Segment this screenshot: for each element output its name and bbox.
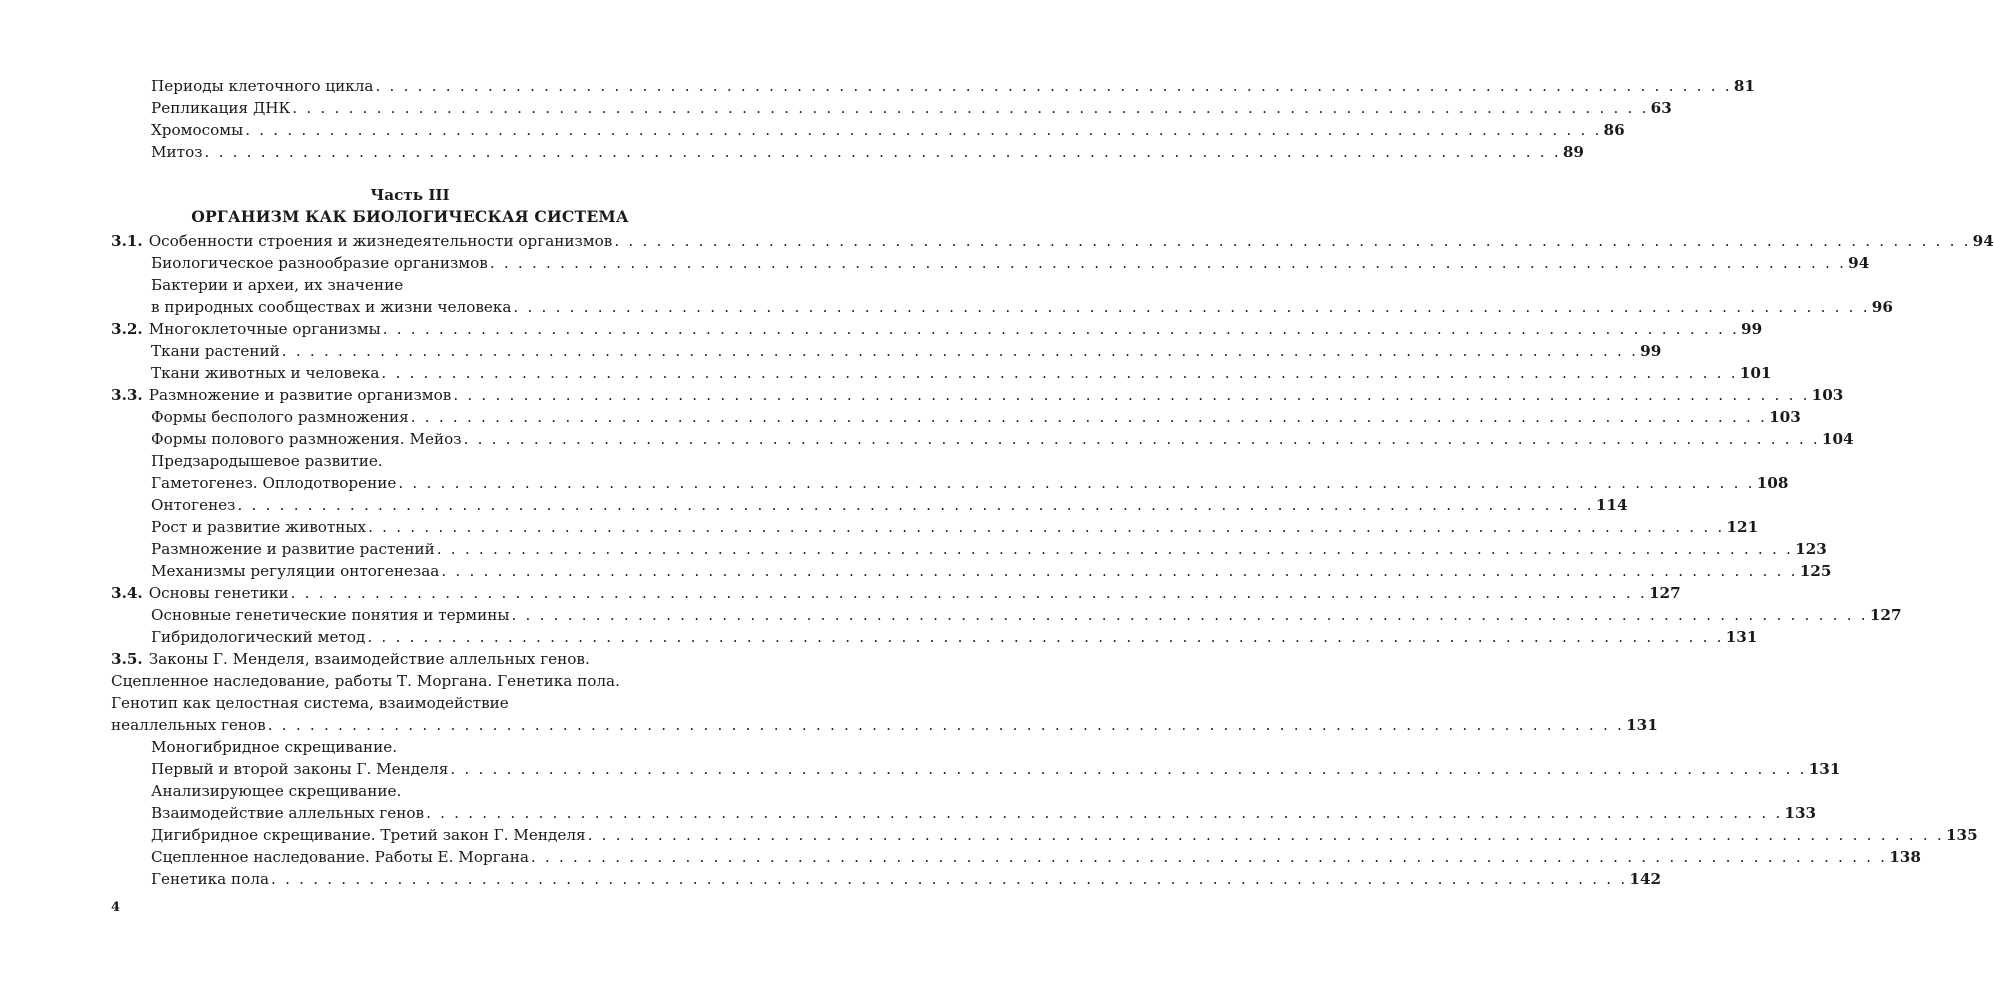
toc-entry[interactable] [151,560,1832,582]
toc-entry-title: Ткани растений [151,342,280,360]
toc-entry-title: в природных сообществах и жизни человека [151,298,512,316]
toc-entry[interactable] [151,494,1628,516]
dot-leader [269,868,1629,890]
toc-entry[interactable] [151,472,1789,494]
part-title: ОРГАНИЗМ КАК БИОЛОГИЧЕСКАЯ СИСТЕМА [191,207,629,226]
dot-leader [409,406,1769,428]
toc-section-entry[interactable] [111,582,1681,604]
section-number: 3.1. [111,232,143,250]
toc-section-entry[interactable] [111,648,720,670]
dot-leader [266,714,1626,736]
page-number: 4 [111,900,121,915]
dot-leader [203,141,1563,163]
toc-entry-page: 114 [1595,496,1628,514]
dot-leader [235,494,1595,516]
toc-entry-title: Генетика пола [151,870,270,888]
dot-leader [586,824,1946,846]
dot-leader [612,230,1972,252]
toc-entry-page: 123 [1795,540,1827,558]
toc-entry-page: 127 [1648,584,1681,602]
dot-leader [435,538,1795,560]
toc-entry-page: 86 [1603,121,1625,139]
toc-entry[interactable] [151,846,1921,868]
toc-entry[interactable] [151,406,1801,428]
toc-entry-page: 127 [1869,606,1902,624]
toc-entry-title: Многоклеточные организмы [148,320,381,338]
toc-entry-text: Анализирующее скрещивание. [151,782,402,800]
toc-section-entry[interactable] [111,318,1763,340]
toc-entry-page: 103 [1769,408,1801,426]
dot-leader [488,252,1848,274]
toc-entry-title: Основы генетики [148,584,289,602]
part-label: Часть III [370,186,450,204]
toc-entry[interactable] [151,97,1672,119]
dot-leader [529,846,1889,868]
dot-leader [396,472,1756,494]
toc-entry-page: 99 [1640,342,1662,360]
toc-entry[interactable] [151,141,1584,163]
toc-entry-title: Гаметогенез. Оплодотворение [151,474,397,492]
dot-leader [509,604,1869,626]
toc-entry-title: Особенности строения и жизнедеятельности организмов [148,232,613,250]
toc-entry-page: 99 [1741,320,1763,338]
toc-entry-page: 101 [1739,364,1772,382]
toc-section-entry[interactable] [111,230,1994,252]
toc-entry-page: 131 [1725,628,1758,646]
dot-leader [439,560,1799,582]
toc-entry-title: Механизмы регуляции онтогенезаа [151,562,440,580]
section-number: 3.4. [111,584,143,602]
toc-entry-page: 125 [1799,562,1832,580]
toc-entry-title: Дигибридное скрещивание. Третий закон Г. Менделя [151,826,586,844]
toc-entry[interactable] [151,802,1817,824]
dot-leader [373,75,1733,97]
toc-entry-title: Размножение и развитие организмов [148,386,452,404]
dot-leader [511,296,1871,318]
toc-entry-text: Бактерии и археи, их значение [151,276,404,294]
toc-entry[interactable] [151,538,1827,560]
toc-entry-title: Периоды клеточного цикла [151,77,374,95]
toc-entry-page: 104 [1821,430,1854,448]
toc-section-entry[interactable] [111,384,1844,406]
dot-leader [243,119,1603,141]
toc-entry-page: 96 [1871,298,1893,316]
toc-entry-page: 135 [1945,826,1978,844]
toc-entry-title: Гибридологический метод [151,628,366,646]
toc-entry-page: 142 [1629,870,1662,888]
dot-leader [289,582,1649,604]
toc-entry-page: 131 [1626,716,1658,734]
toc-entry[interactable] [151,362,1772,384]
toc-entry[interactable] [151,340,1662,362]
toc-entry[interactable] [151,626,1758,648]
toc-entry[interactable] [151,119,1625,141]
toc-entry-title: Сцепленное наследование. Работы Е. Моргана [151,848,529,866]
toc-entry-page: 108 [1756,474,1789,492]
dot-leader [366,516,1726,538]
section-number: 3.2. [111,320,143,338]
toc-entry[interactable] [151,296,1893,318]
toc-entry-title: Формы бесполого размножения [151,408,409,426]
dot-leader [379,362,1739,384]
toc-entry[interactable] [151,75,1755,97]
toc-entry-title: Митоз [151,143,203,161]
toc-entry-text: Генотип как целостная система, взаимодействие [111,694,509,712]
toc-entry[interactable] [151,868,1662,890]
toc-entry-title: Репликация ДНК [151,99,291,117]
toc-entry-page: 138 [1889,848,1921,866]
toc-entry-page: 133 [1784,804,1817,822]
dot-leader [424,802,1784,824]
dot-leader [290,97,1650,119]
dot-leader [451,384,1811,406]
toc-entry-title: Размножение и развитие растений [151,540,435,558]
toc-entry-title: Ткани животных и человека [151,364,380,382]
toc-entry-page: 103 [1811,386,1844,404]
dot-leader [381,318,1741,340]
toc-entry-title: Хромосомы [151,121,244,139]
toc-entry[interactable] [151,428,1854,450]
toc-entry[interactable] [111,714,1658,736]
dot-leader [365,626,1725,648]
toc-entry-text: Предзародышевое развитие. [151,452,383,470]
dot-leader [448,758,1808,780]
toc-entry-title: Первый и второй законы Г. Менделя [151,760,449,778]
toc-entry-title: Биологическое разнообразие организмов [151,254,488,272]
toc-entry[interactable] [151,516,1759,538]
dot-leader [462,428,1822,450]
toc-entry-title: Рост и развитие животных [151,518,367,536]
toc-entry-title: Законы Г. Менделя, взаимодействие аллельных генов. [148,650,590,668]
toc-entry-title: Формы полового размножения. Мейоз [151,430,462,448]
section-number: 3.5. [111,650,143,668]
toc-entry-page: 89 [1562,143,1584,161]
toc-entry-text: Сцепленное наследование, работы Т. Моргана. Генетика пола. [111,672,620,690]
toc-entry[interactable] [151,604,1902,626]
toc-entry-page: 94 [1972,232,1994,250]
toc-entry-page: 94 [1848,254,1870,272]
toc-entry-page: 63 [1650,99,1672,117]
toc-entry-title: неаллельных генов [111,716,266,734]
toc-entry-text: Моногибридное скрещивание. [151,738,398,756]
dot-leader [280,340,1640,362]
toc-entry-title: Взаимодействие аллельных генов [151,804,425,822]
toc-entry-page: 131 [1808,760,1841,778]
toc-entry-page: 81 [1733,77,1755,95]
toc-entry[interactable] [151,758,1841,780]
toc-entry-page: 121 [1726,518,1759,536]
toc-entry[interactable] [151,824,1978,846]
toc-entry-title: Онтогенез [151,496,236,514]
toc-entry[interactable] [151,252,1870,274]
toc-entry-title: Основные генетические понятия и термины [151,606,510,624]
section-number: 3.3. [111,386,143,404]
